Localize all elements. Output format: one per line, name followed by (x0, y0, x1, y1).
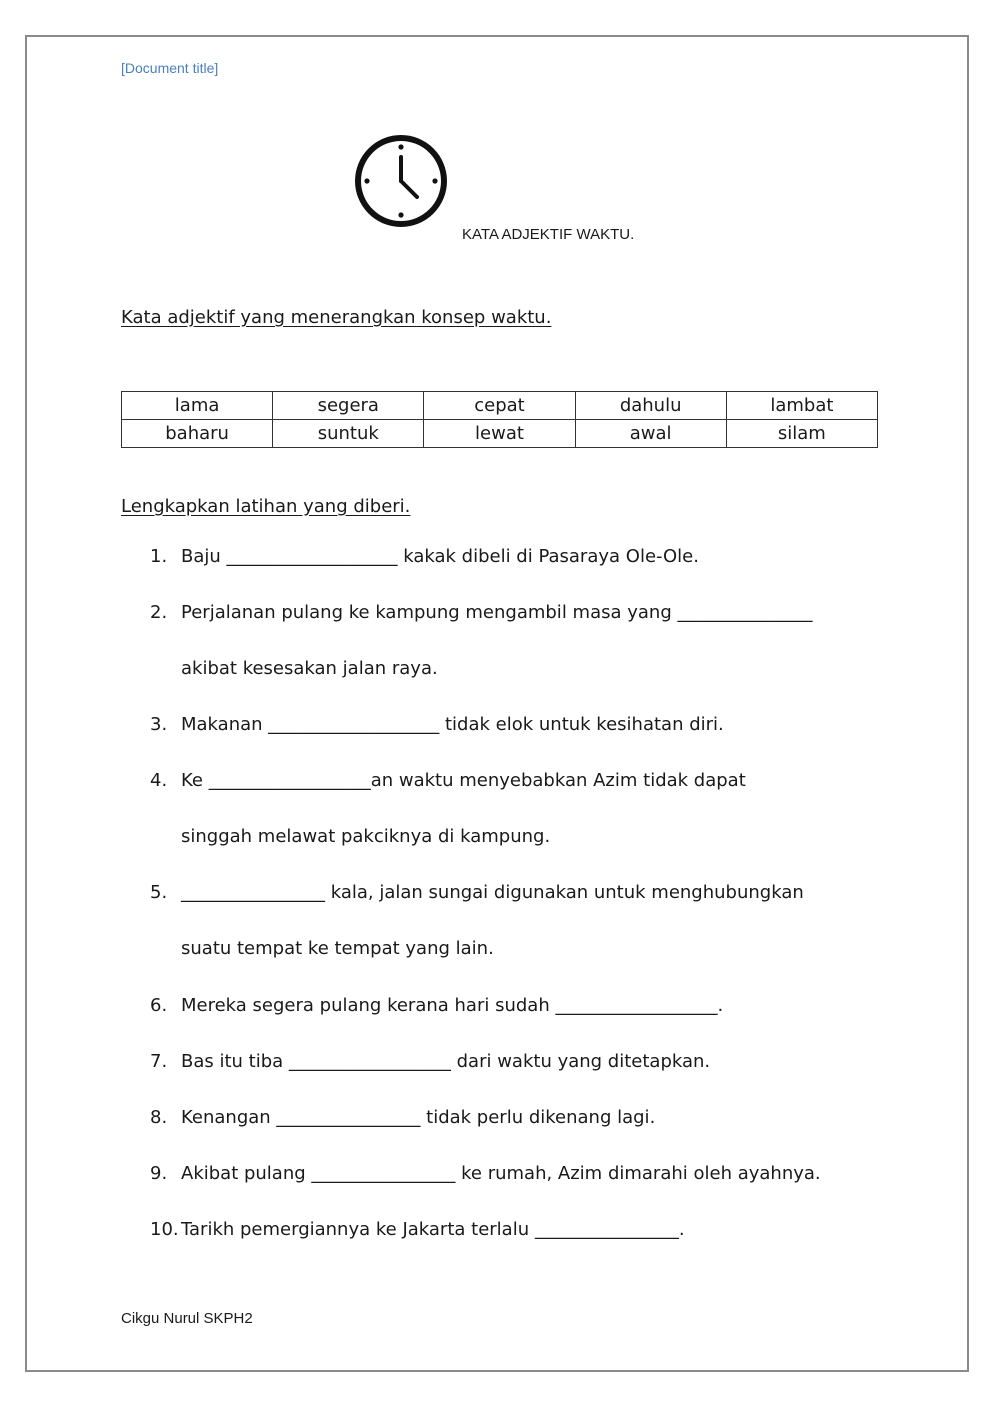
exercise-number: 8. (150, 1107, 168, 1128)
exercise-text: Tarikh pemergiannya ke Jakarta terlalu ________________. (181, 1219, 685, 1240)
word-bank-table (121, 391, 878, 448)
exercise-text: Baju ___________________ kakak dibeli di Pasaraya Ole-Ole. (181, 546, 699, 567)
exercise-number: 3. (150, 714, 168, 735)
table-cell: suntuk (273, 420, 424, 448)
table-cell: lambat (726, 392, 877, 420)
table-cell: lewat (424, 420, 575, 448)
exercise-text: akibat kesesakan jalan raya. (181, 658, 438, 679)
table-cell: lama (122, 392, 273, 420)
table-cell: silam (726, 420, 877, 448)
table-cell: segera (273, 392, 424, 420)
table-row (122, 420, 878, 448)
exercise-text: Bas itu tiba __________________ dari waktu yang ditetapkan. (181, 1051, 711, 1072)
table-cell: dahulu (575, 392, 726, 420)
exercise-number: 4. (150, 770, 168, 791)
footer-author: Cikgu Nurul SKPH2 (121, 1310, 253, 1327)
exercise-text: Perjalanan pulang ke kampung mengambil masa yang _______________ (181, 602, 813, 623)
exercise-number: 6. (150, 995, 168, 1016)
exercise-number: 2. (150, 602, 168, 623)
exercise-number: 7. (150, 1051, 168, 1072)
table-row (122, 392, 878, 420)
clock-icon (353, 133, 449, 229)
table-cell: awal (575, 420, 726, 448)
exercise-number: 9. (150, 1163, 168, 1184)
section-heading-concept: Kata adjektif yang menerangkan konsep waktu. (121, 307, 552, 328)
exercise-text: Kenangan ________________ tidak perlu dikenang lagi. (181, 1107, 656, 1128)
exercise-text: ________________ kala, jalan sungai digunakan untuk menghubungkan (181, 882, 804, 903)
exercise-text: Mereka segera pulang kerana hari sudah __________________. (181, 995, 724, 1016)
exercise-number: 10. (150, 1219, 179, 1240)
table-cell: baharu (122, 420, 273, 448)
exercise-text: suatu tempat ke tempat yang lain. (181, 938, 494, 959)
exercise-number: 5. (150, 882, 168, 903)
exercise-text: Makanan ___________________ tidak elok untuk kesihatan diri. (181, 714, 724, 735)
document-title-placeholder: [Document title] (121, 60, 219, 76)
exercise-text: Ke __________________an waktu menyebabkan Azim tidak dapat (181, 770, 746, 791)
exercise-text: Akibat pulang ________________ ke rumah, Azim dimarahi oleh ayahnya. (181, 1163, 821, 1184)
section-heading-exercise: Lengkapkan latihan yang diberi. (121, 496, 411, 517)
table-cell: cepat (424, 392, 575, 420)
page-title: KATA ADJEKTIF WAKTU. (462, 226, 635, 243)
exercise-number: 1. (150, 546, 168, 567)
exercise-text: singgah melawat pakciknya di kampung. (181, 826, 551, 847)
